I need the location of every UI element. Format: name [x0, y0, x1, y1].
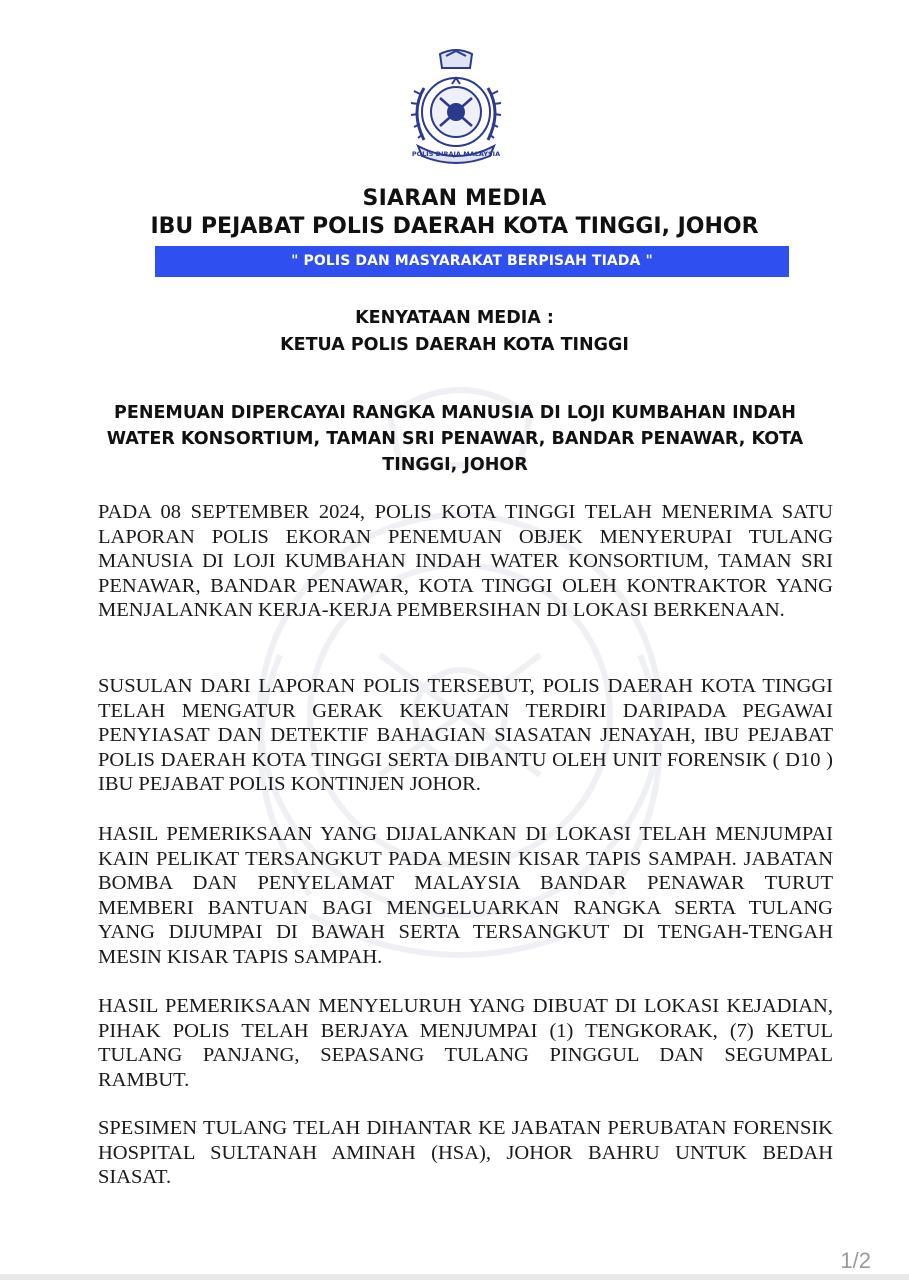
motto-banner: " POLIS DAN MASYARAKAT BERPISAH TIADA " [155, 246, 789, 277]
body-paragraph-1: PADA 08 SEPTEMBER 2024, POLIS KOTA TINGGI TELAH MENERIMA SATU LAPORAN POLIS EKORAN PENEMUAN OBJEK MENYERUPAI TULANG MANUSIA DI LOJI KUMBAHAN INDAH WATER KONSORTIUM, TAMAN SRI PENAWAR, BANDAR PENAWAR, KOTA TINGGI OLEH KONTRAKTOR YANG MENJALANKAN KERJA-KERJA PEMBERSIHAN DI LOKASI BERKENAAN. [98, 501, 833, 621]
page-indicator: 1/2 [840, 1248, 871, 1273]
document-title: SIARAN MEDIA [362, 186, 547, 211]
body-paragraph-2: SUSULAN DARI LAPORAN POLIS TERSEBUT, POLIS DAERAH KOTA TINGGI TELAH MENGATUR GERAK KEKUATAN TERDIRI DARIPADA PEGAWAI PENYIASAT DAN DETEKTIF BAHAGIAN SIASATAN JENAYAH, IBU PEJABAT POLIS DAERAH KOTA TINGGI SERTA DIBANTU OLEH UNIT FORENSIK ( D10 ) IBU PEJABAT POLIS KONTINJEN JOHOR. [98, 675, 833, 795]
statement-heading: KENYATAAN MEDIA : [355, 308, 554, 328]
body-paragraph-4: HASIL PEMERIKSAAN MENYELURUH YANG DIBUAT DI LOKASI KEJADIAN, PIHAK POLIS TELAH BERJAYA MENJUMPAI (1) TENGKORAK, (7) KETUL TULANG PANJANG, SEPASANG TULANG PINGGUL DAN SEGUMPAL RAMBUT. [98, 995, 833, 1091]
page-bottom-edge [0, 1274, 909, 1280]
polis-crest-icon [402, 48, 510, 166]
body-paragraph-5: SPESIMEN TULANG TELAH DIHANTAR KE JABATAN PERUBATAN FORENSIK HOSPITAL SULTANAH AMINAH (HSA), JOHOR BAHRU UNTUK BEDAH SIASAT. [98, 1117, 833, 1188]
release-title: PENEMUAN DIPERCAYAI RANGKA MANUSIA DI LOJI KUMBAHAN INDAH WATER KONSORTIUM, TAMAN SRI PENAWAR, BANDAR PENAWAR, KOTA TINGGI, JOHOR [106, 403, 804, 475]
office-name: IBU PEJABAT POLIS DAERAH KOTA TINGGI, JOHOR [150, 214, 759, 239]
statement-speaker: KETUA POLIS DAERAH KOTA TINGGI [280, 335, 629, 355]
svg-text:POLIS DIRAJA MALAYSIA: POLIS DIRAJA MALAYSIA [411, 150, 501, 158]
body-paragraph-3: HASIL PEMERIKSAAN YANG DIJALANKAN DI LOKASI TELAH MENJUMPAI KAIN PELIKAT TERSANGKUT PADA MESIN KISAR TAPIS SAMPAH. JABATAN BOMBA DAN PENYELAMAT MALAYSIA BANDAR PENAWAR TURUT MEMBERI BANTUAN BAGI MENGELUARKAN RANGKA SERTA TULANG YANG DIJUMPAI DI BAWAH SERTA TERSANGKUT DI TENGAH-TENGAH MESIN KISAR TAPIS SAMPAH. [98, 823, 833, 968]
